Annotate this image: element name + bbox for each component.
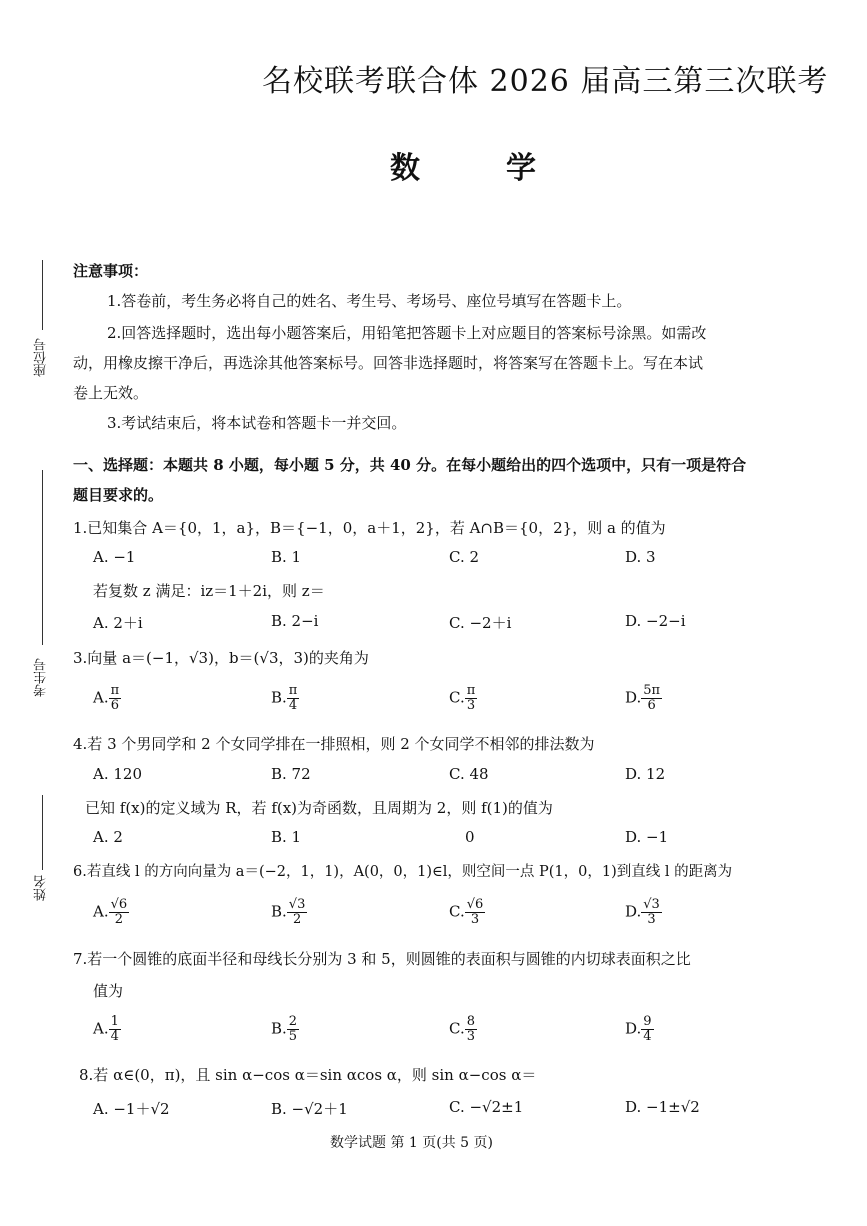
q8-option-a[interactable]: A. −1＋√2 <box>93 1100 170 1118</box>
q5-option-a[interactable]: A. 2 <box>93 828 123 846</box>
q2-option-b[interactable]: B. 2−i <box>271 612 319 630</box>
fraction <box>287 1015 299 1044</box>
option-letter: A. <box>93 902 109 921</box>
exam-no-line <box>42 470 43 645</box>
fraction <box>287 684 300 713</box>
question-3-stem: 3.向量 a＝(−1，√3)，b＝(√3，3)的夹角为 <box>73 649 369 667</box>
denominator: 3 <box>466 698 476 713</box>
q2-option-d[interactable]: D. −2−i <box>625 612 686 630</box>
question-1-stem: 1.已知集合 A＝{0，1，a}，B＝{−1，0，a＋1，2}，若 A∩B＝{0，2}，则 a 的值为 <box>73 519 666 537</box>
numerator: π <box>466 683 476 698</box>
q8-option-c[interactable]: C. −√2±1 <box>449 1098 524 1116</box>
q3-option-d[interactable] <box>625 684 662 713</box>
denominator: 2 <box>292 912 302 927</box>
option-letter: A. <box>93 1019 109 1038</box>
denominator: 6 <box>647 698 656 713</box>
denominator: 4 <box>110 1029 119 1044</box>
numerator: 8 <box>466 1014 475 1029</box>
numerator: 2 <box>288 1014 298 1029</box>
section-heading-cont: 题目要求的。 <box>73 486 164 504</box>
notice-heading: 注意事项： <box>73 262 149 280</box>
section-heading: 一、选择题：本题共 8 小题，每小题 5 分，共 40 分。在每小题给出的四个选项中，只有一项是符合 <box>73 456 747 474</box>
notice-item: 1.答卷前，考生务必将自己的姓名、考生号、考场号、座位号填写在答题卡上。 <box>107 292 632 310</box>
question-5-stem: 已知 f(x)的定义域为 R，若 f(x)为奇函数，且周期为 2，则 f(1)的值为 <box>85 799 553 817</box>
option-letter: D. <box>625 1019 642 1038</box>
option-letter: D. <box>625 688 642 707</box>
option-letter: C. <box>449 902 465 921</box>
option-letter: C. <box>449 1019 465 1038</box>
denominator: 2 <box>114 912 124 927</box>
numerator: √3 <box>643 897 660 912</box>
q2-option-a[interactable]: A. 2＋i <box>93 614 143 632</box>
name-field[interactable] <box>30 795 56 915</box>
numerator: 9 <box>643 1014 652 1029</box>
q3-option-c[interactable] <box>449 684 477 713</box>
exam-title: 名校联考联合体 2026 届高三第三次联考 <box>262 64 829 99</box>
page-footer: 数学试题 第 1 页(共 5 页) <box>330 1135 493 1151</box>
q2-option-c[interactable]: C. −2＋i <box>449 614 512 632</box>
fraction <box>465 898 486 927</box>
question-7-stem-cont: 值为 <box>93 982 124 1000</box>
option-letter: B. <box>271 688 287 707</box>
notice-item: 2.回答选择题时，选出每小题答案后，用铅笔把答题卡上对应题目的答案标号涂黑。如需改 <box>107 324 707 342</box>
fraction <box>465 1015 477 1044</box>
q7-option-c[interactable] <box>449 1015 477 1044</box>
numerator: 1 <box>110 1014 119 1029</box>
numerator: √6 <box>466 897 484 912</box>
option-letter: B. <box>271 902 287 921</box>
q6-option-d[interactable] <box>625 898 662 927</box>
q3-option-b[interactable] <box>271 684 299 713</box>
q1-option-c[interactable]: C. 2 <box>449 548 480 566</box>
fraction <box>641 684 662 713</box>
q4-option-c[interactable]: C. 48 <box>449 765 489 783</box>
name-label: 姓名 <box>34 875 49 901</box>
notice-item: 3.考试结束后，将本试卷和答题卡一并交回。 <box>107 414 407 432</box>
q1-option-d[interactable]: D. 3 <box>625 548 656 566</box>
seat-line <box>42 260 43 330</box>
subject-title: 数 学 <box>390 151 564 186</box>
q4-option-b[interactable]: B. 72 <box>271 765 311 783</box>
denominator: 3 <box>470 912 480 927</box>
q5-option-b[interactable]: B. 1 <box>271 828 302 846</box>
fraction <box>641 898 662 927</box>
q5-option-c[interactable]: 0 <box>465 828 475 846</box>
question-4-stem: 4.若 3 个男同学和 2 个女同学排在一排照相，则 2 个女同学不相邻的排法数为 <box>73 735 595 753</box>
q8-option-d[interactable]: D. −1±√2 <box>625 1098 700 1116</box>
seat-field[interactable] <box>30 260 56 390</box>
notice-item: 卷上无效。 <box>73 384 149 402</box>
question-7-stem: 7.若一个圆锥的底面半径和母线长分别为 3 和 5，则圆锥的表面积与圆锥的内切球表面积之比 <box>73 950 691 968</box>
numerator: π <box>110 683 120 698</box>
q5-option-d[interactable]: D. −1 <box>625 828 669 846</box>
denominator: 3 <box>466 1029 475 1044</box>
denominator: 4 <box>643 1029 652 1044</box>
q1-option-a[interactable]: A. −1 <box>93 548 136 566</box>
fraction <box>641 1015 653 1044</box>
numerator: √3 <box>288 897 306 912</box>
question-2-stem: 若复数 z 满足：iz＝1＋2i，则 z＝ <box>93 582 325 600</box>
fraction <box>109 684 122 713</box>
question-8-stem: 8.若 α∈(0，π)，且 sin α−cos α＝sin αcos α，则 sin α−cos α＝ <box>79 1066 537 1084</box>
q6-option-c[interactable] <box>449 898 485 927</box>
q7-option-a[interactable] <box>93 1015 121 1044</box>
denominator: 4 <box>288 698 298 713</box>
fraction <box>465 684 478 713</box>
q7-option-d[interactable] <box>625 1015 654 1044</box>
denominator: 3 <box>647 912 656 927</box>
question-6-stem: 6.若直线 l 的方向向量为 a＝(−2，1，1)，A(0，0，1)∈l，则空间一点 P(1，0，1)到直线 l 的距离为 <box>73 864 733 880</box>
q4-option-d[interactable]: D. 12 <box>625 765 666 783</box>
q1-option-b[interactable]: B. 1 <box>271 548 302 566</box>
exam-no-label: 考生号 <box>34 658 49 697</box>
q4-option-a[interactable]: A. 120 <box>93 765 142 783</box>
numerator: π <box>288 683 298 698</box>
numerator: √6 <box>110 897 128 912</box>
notice-item: 动，用橡皮擦干净后，再选涂其他答案标号。回答非选择题时，将答案写在答题卡上。写在本试 <box>73 354 704 372</box>
numerator: 5π <box>643 683 661 698</box>
denominator: 5 <box>288 1029 298 1044</box>
q7-option-b[interactable] <box>271 1015 299 1044</box>
q8-option-b[interactable]: B. −√2＋1 <box>271 1100 348 1118</box>
q3-option-a[interactable] <box>93 684 121 713</box>
option-letter: D. <box>625 902 642 921</box>
option-letter: C. <box>449 688 465 707</box>
option-letter: B. <box>271 1019 287 1038</box>
name-line <box>42 795 43 870</box>
q6-option-a[interactable] <box>93 898 129 927</box>
q6-option-b[interactable] <box>271 898 307 927</box>
fraction <box>109 898 130 927</box>
fraction <box>109 1015 121 1044</box>
exam-no-field[interactable] <box>30 470 56 710</box>
option-letter: A. <box>93 688 109 707</box>
fraction <box>287 898 308 927</box>
denominator: 6 <box>110 698 120 713</box>
seat-label: 座位号 <box>34 338 49 377</box>
